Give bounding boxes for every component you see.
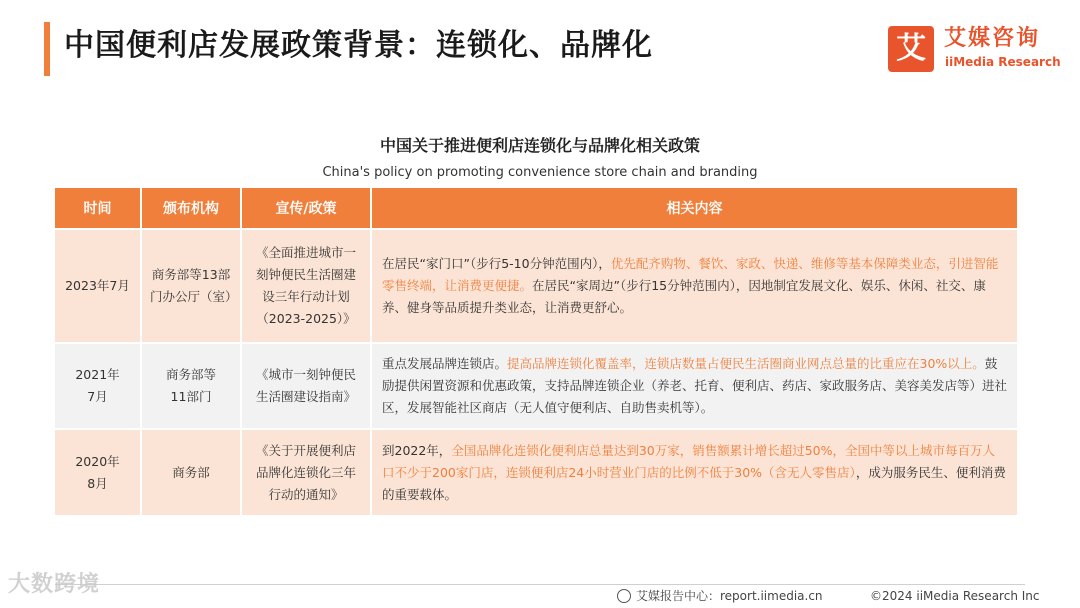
cell-line: 刻钟便民生活圈建	[255, 267, 356, 282]
cell-agency	[141, 343, 241, 429]
content-text: 重点发展品牌连锁店。	[382, 356, 508, 371]
table-row	[55, 343, 1017, 429]
cell-agency	[141, 429, 241, 515]
cell-line: （2023-2025）》	[256, 311, 356, 326]
iimedia-logo	[888, 26, 1068, 72]
content-text: ，成为服务民生、便利消费的重要载体。	[382, 464, 1006, 502]
cell-content	[371, 229, 1017, 343]
cell-line: 《全面推进城市一	[255, 245, 356, 260]
header-content: 相关内容	[371, 188, 1017, 229]
cell-line: 2023年7月	[65, 278, 130, 293]
table-row	[55, 429, 1017, 515]
cell-agency	[141, 229, 241, 343]
table-header-row	[55, 188, 1017, 229]
cell-line: 11部门	[170, 389, 212, 404]
cell-line: 2021年	[75, 367, 120, 382]
cell-line: 门办公厅（室）	[150, 289, 238, 304]
content-highlight: 全国品牌化连锁化便利店总量达到30万家，销售额累计增长超过50%，全国中等以上城市每百万人口不少于200家门店，连锁便利店24小时营业门店的比例不低于30%（含无人零售店）	[382, 442, 996, 480]
title-accent-bar	[44, 22, 50, 76]
content-text: 在居民“家门口”（步行5-10分钟范围内），	[382, 256, 611, 271]
report-center-icon	[617, 589, 631, 603]
table-subtitle: China's policy on promoting convenience store chain and branding	[322, 165, 758, 180]
cell-line: 8月	[87, 475, 108, 491]
cell-policy	[241, 343, 371, 429]
cell-line: 商务部等	[165, 367, 216, 382]
cell-line: 《关于开展便利店	[255, 442, 356, 458]
header-time: 时间	[55, 188, 141, 229]
footer-divider	[55, 584, 1025, 585]
cell-time	[55, 343, 141, 429]
content-highlight: 优先配齐购物、餐饮、家政、快递、维修等基本保障类业态，引进智能零售终端，让消费更便捷。	[382, 256, 999, 293]
logo-name-en: iiMedia Research	[945, 55, 1061, 69]
table-row	[55, 229, 1017, 343]
header-agency: 颁布机构	[141, 188, 241, 229]
footer-site-link[interactable]: 艾媒报告中心：report.iimedia.cn	[636, 589, 823, 603]
content-text: 在居民“家周边”（步行15分钟范围内），因地制宜发展文化、娱乐、休闲、社交、康养、健身等品质提升类业态，让消费更舒心。	[382, 278, 986, 315]
cell-time	[55, 229, 141, 343]
content-text: 鼓励提供闲置资源和优惠政策，支持品牌连锁企业（养老、托育、便利店、药店、家政服务店、美容美发店等）进社区，发展智能社区商店（无人值守便利店、自助售卖机等）。	[382, 356, 1008, 415]
page-title: 中国便利店发展政策背景：连锁化、品牌化	[64, 28, 653, 63]
cell-line: 商务部	[172, 464, 210, 480]
logo-mark-icon: 艾	[888, 26, 934, 72]
cell-line: 品牌化连锁化三年	[255, 464, 356, 480]
footer-copyright: ©2024 iiMedia Research Inc	[870, 589, 1040, 603]
cell-content	[371, 343, 1017, 429]
logo-name-cn: 艾媒咨询	[944, 26, 1041, 51]
cell-policy	[241, 229, 371, 343]
cell-line: 《城市一刻钟便民	[255, 367, 356, 382]
cell-time	[55, 429, 141, 515]
cell-line: 7月	[87, 389, 108, 404]
cell-policy	[241, 429, 371, 515]
table-title: 中国关于推进便利店连锁化与品牌化相关政策	[379, 136, 700, 155]
content-text: 到2022年，	[382, 442, 452, 458]
content-highlight: 提高品牌连锁化覆盖率，连锁店数量占便民生活圈商业网点总量的比重应在30%以上。	[507, 356, 985, 371]
watermark: 大数跨境	[8, 572, 101, 597]
header-policy: 宣传/政策	[241, 188, 371, 229]
cell-line: 生活圈建设指南》	[255, 389, 356, 404]
cell-line: 2020年	[75, 453, 120, 469]
cell-line: 设三年行动计划	[262, 289, 350, 304]
policy-table	[55, 188, 1017, 515]
cell-line: 行动的通知》	[268, 486, 344, 502]
cell-content	[371, 429, 1017, 515]
cell-line: 商务部等13部	[151, 267, 231, 282]
